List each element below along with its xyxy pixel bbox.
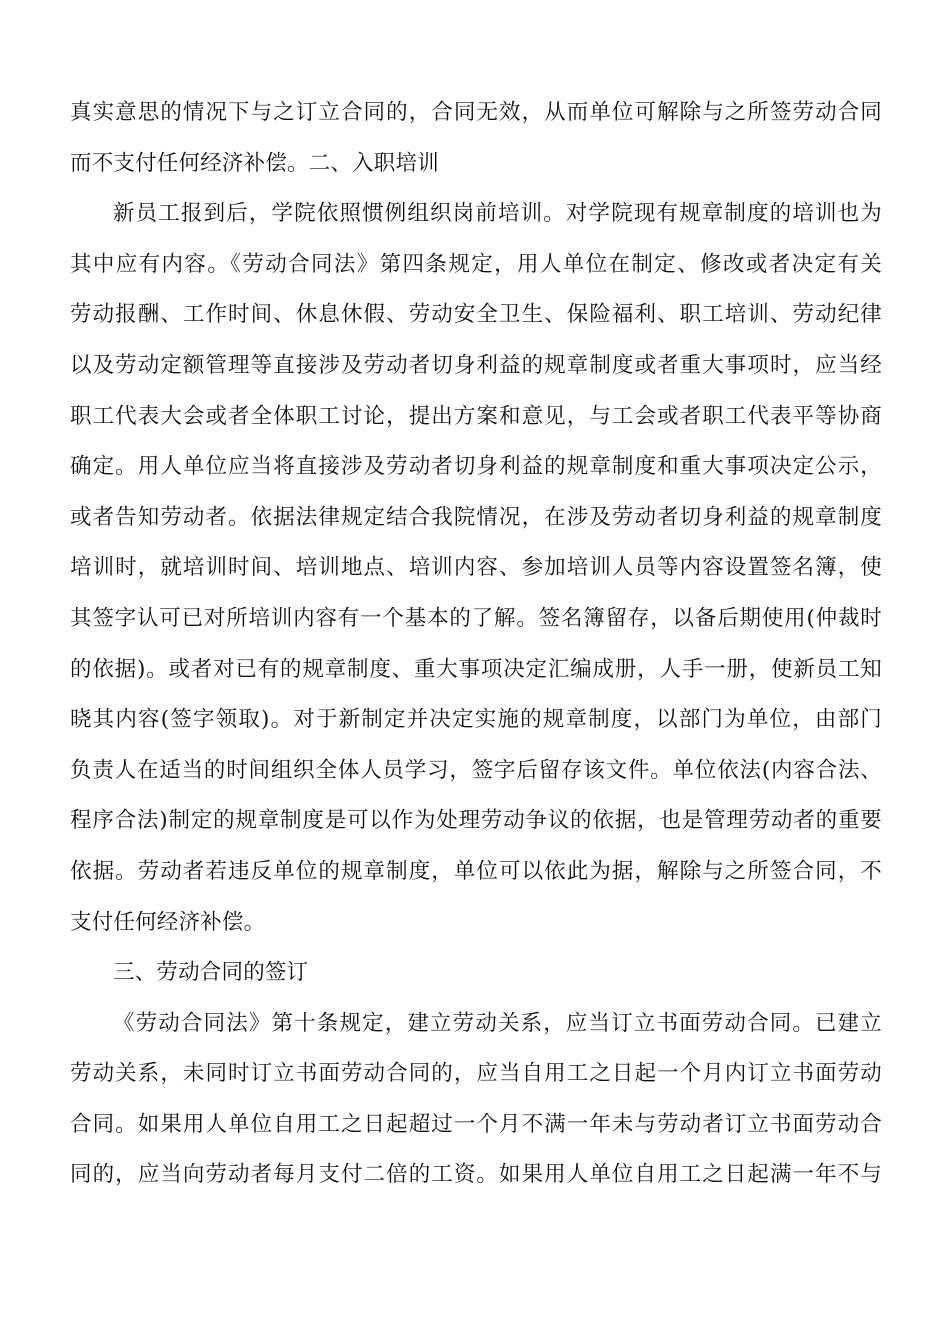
text-line: 真实意思的情况下与之订立合同的，合同无效，从而单位可解除与之所签劳动合同 (70, 100, 882, 125)
text-line: 晓其内容(签字领取)。对于新制定并决定实施的规章制度，以部门为单位，由部门 (70, 707, 882, 733)
text-line: 新员工报到后，学院依照惯例组织岗前培训。对学院现有规章制度的培训也为 (113, 201, 882, 227)
text-line: 以及劳动定额管理等直接涉及劳动者切身利益的规章制度或者重大事项时，应当经 (70, 352, 882, 378)
text-line: 确定。用人单位应当将直接涉及劳动者切身利益的规章制度和重大事项决定公示， (70, 454, 882, 480)
document-body (70, 88, 882, 1201)
text-line: 支付任何经济补偿。 (70, 909, 266, 935)
text-line: 合同。如果用人单位自用工之日起超过一个月不满一年未与劳动者订立书面劳动合 (70, 1111, 882, 1137)
text-line: 劳动关系，未同时订立书面劳动合同的，应当自用工之日起一个月内订立书面劳动 (70, 1061, 882, 1087)
text-line: 其中应有内容。《劳动合同法》第四条规定，用人单位在制定、修改或者决定有关 (70, 251, 882, 277)
text-line: 或者告知劳动者。依据法律规定结合我院情况，在涉及劳动者切身利益的规章制度 (70, 504, 882, 530)
text-line: 《劳动合同法》第十条规定，建立劳动关系，应当订立书面劳动合同。已建立 (113, 1010, 882, 1036)
text-line: 依据。劳动者若违反单位的规章制度，单位可以依此为据，解除与之所签合同，不 (70, 858, 882, 884)
text-line: 其签字认可已对所培训内容有一个基本的了解。签名簿留存，以备后期使用(仲裁时 (70, 605, 882, 631)
text-line: 职工代表大会或者全体职工讨论，提出方案和意见，与工会或者职工代表平等协商 (70, 403, 882, 429)
text-line: 的依据)。或者对已有的规章制度、重大事项决定汇编成册，人手一册，使新员工知 (70, 656, 882, 682)
text-line: 负责人在适当的时间组织全体人员学习，签字后留存该文件。单位依法(内容合法、 (70, 757, 882, 783)
text-line: 而不支付任何经济补偿。二、入职培训 (70, 150, 439, 176)
section-heading: 三、劳动合同的签订 (113, 960, 309, 986)
text-line: 同的，应当向劳动者每月支付二倍的工资。如果用人单位自用工之日起满一年不与 (70, 1162, 882, 1188)
text-line: 培训时，就培训时间、培训地点、培训内容、参加培训人员等内容设置签名簿，使 (70, 555, 882, 581)
text-line: 程序合法)制定的规章制度是可以作为处理劳动争议的依据，也是管理劳动者的重要 (70, 808, 882, 834)
text-line: 劳动报酬、工作时间、休息休假、劳动安全卫生、保险福利、职工培训、劳动纪律 (70, 302, 882, 328)
